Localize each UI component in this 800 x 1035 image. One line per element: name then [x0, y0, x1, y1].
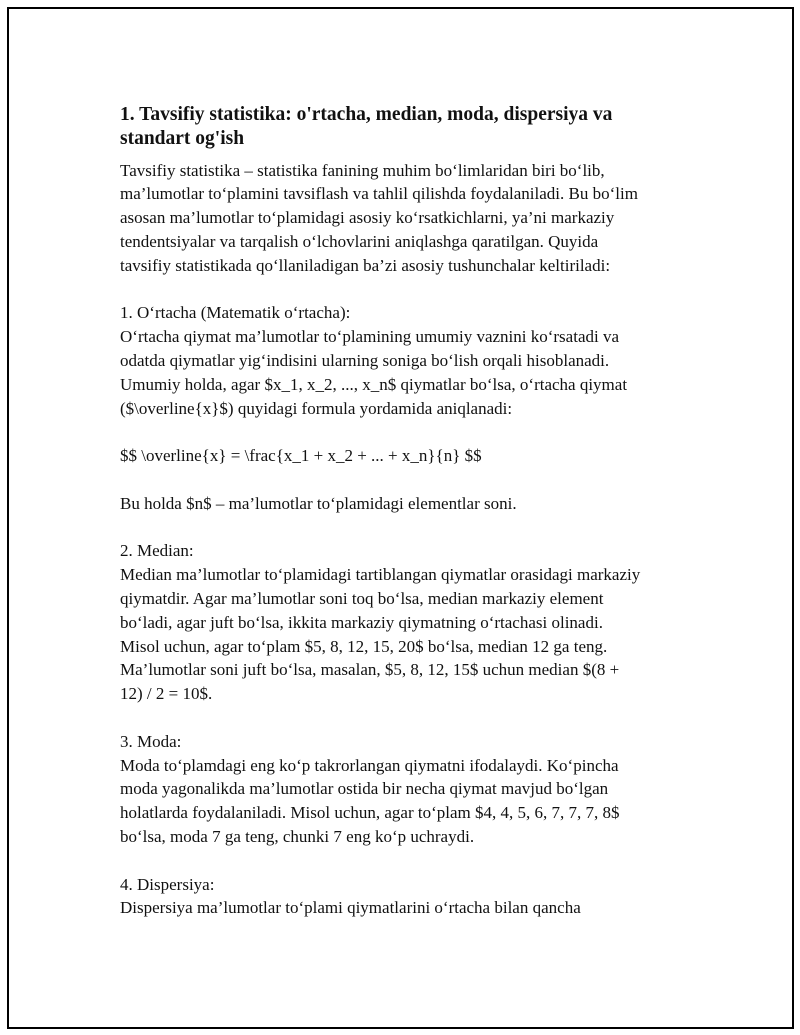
text-line: Median ma’lumotlar to‘plamidagi tartiblangan qiymatlar orasidagi markaziy: [120, 565, 641, 585]
median-section: [120, 539, 710, 706]
text-line: Moda to‘plamdagi eng ko‘p takrorlangan qiymatni ifodalaydi. Ko‘pincha: [120, 755, 619, 775]
mode-heading: 3. Moda:: [120, 731, 182, 751]
text-line: Dispersiya ma’lumotlar to‘plami qiymatlarini o‘rtacha bilan qancha: [120, 898, 581, 918]
mode-section: [120, 730, 710, 849]
mean-section: [120, 301, 710, 420]
text-line: moda yagonalikda ma’lumotlar ostida bir necha qiymat mavjud bo‘lgan: [120, 779, 609, 799]
text-line: bo‘ladi, agar juft bo‘lsa, ikkita markaziy qiymatning o‘rtachasi olinadi.: [120, 612, 603, 632]
spacer: [120, 468, 710, 492]
text-line: Tavsifiy statistika – statistika fanining muhim bo‘limlaridan biri bo‘lib,: [120, 160, 605, 180]
title-line: standart og'ish: [120, 127, 245, 149]
text-line: bo‘lsa, moda 7 ga teng, chunki 7 eng ko‘p uchraydi.: [120, 826, 475, 846]
title-line: 1. Tavsifiy statistika: o'rtacha, median, moda, dispersiya va: [120, 104, 613, 125]
mean-note: [120, 492, 710, 516]
text-line: tavsifiy statistikada qo‘llaniladigan ba’zi asosiy tushunchalar keltiriladi:: [120, 255, 611, 275]
spacer: [120, 706, 710, 730]
text-line: ($\overline{x}$) quyidagi formula yordamida aniqlanadi:: [120, 398, 513, 418]
text-line: holatlarda foydalaniladi. Misol uchun, agar to‘plam $4, 4, 5, 6, 7, 7, 7, 8$: [120, 803, 620, 823]
text-line: Misol uchun, agar to‘plam $5, 8, 12, 15, 20$ bo‘lsa, median 12 ga teng.: [120, 636, 608, 656]
document-page: [7, 7, 794, 1029]
mean-formula: [120, 444, 710, 468]
text-line: O‘rtacha qiymat ma’lumotlar to‘plamining umumiy vaznini ko‘rsatadi va: [120, 327, 620, 347]
text-line: asosan ma’lumotlar to‘plamidagi asosiy ko‘rsatkichlarni, ya’ni markaziy: [120, 208, 615, 228]
variance-heading: 4. Dispersiya:: [120, 874, 215, 894]
spacer: [120, 849, 710, 873]
intro-paragraph: [120, 159, 710, 278]
section-title: [120, 101, 710, 149]
document-content: [120, 101, 710, 920]
text-line: Umumiy holda, agar $x_1, x_2, ..., x_n$ qiymatlar bo‘lsa, o‘rtacha qiymat: [120, 374, 628, 394]
mean-heading: 1. O‘rtacha (Matematik o‘rtacha):: [120, 303, 351, 323]
text-line: qiymatdir. Agar ma’lumotlar soni toq bo‘lsa, median markaziy element: [120, 588, 604, 608]
text-line: tendentsiyalar va tarqalish o‘lchovlarini aniqlashga qaratilgan. Quyida: [120, 231, 599, 251]
spacer: [120, 420, 710, 444]
text-line: ma’lumotlar to‘plamini tavsiflash va tahlil qilishda foydalaniladi. Bu bo‘lim: [120, 184, 638, 204]
formula-line: $$ \overline{x} = \frac{x_1 + x_2 + ... + x_n}{n} $$: [120, 446, 482, 466]
text-line: odatda qiymatlar yig‘indisini ularning soniga bo‘lish orqali hisoblanadi.: [120, 350, 610, 370]
text-line: Ma’lumotlar soni juft bo‘lsa, masalan, $5, 8, 12, 15$ uchun median $(8 +: [120, 660, 620, 680]
variance-section: [120, 873, 710, 921]
spacer: [120, 278, 710, 302]
text-line: 12) / 2 = 10$.: [120, 684, 213, 704]
spacer: [120, 516, 710, 540]
text-line: Bu holda $n$ – ma’lumotlar to‘plamidagi elementlar soni.: [120, 493, 517, 513]
median-heading: 2. Median:: [120, 541, 194, 561]
